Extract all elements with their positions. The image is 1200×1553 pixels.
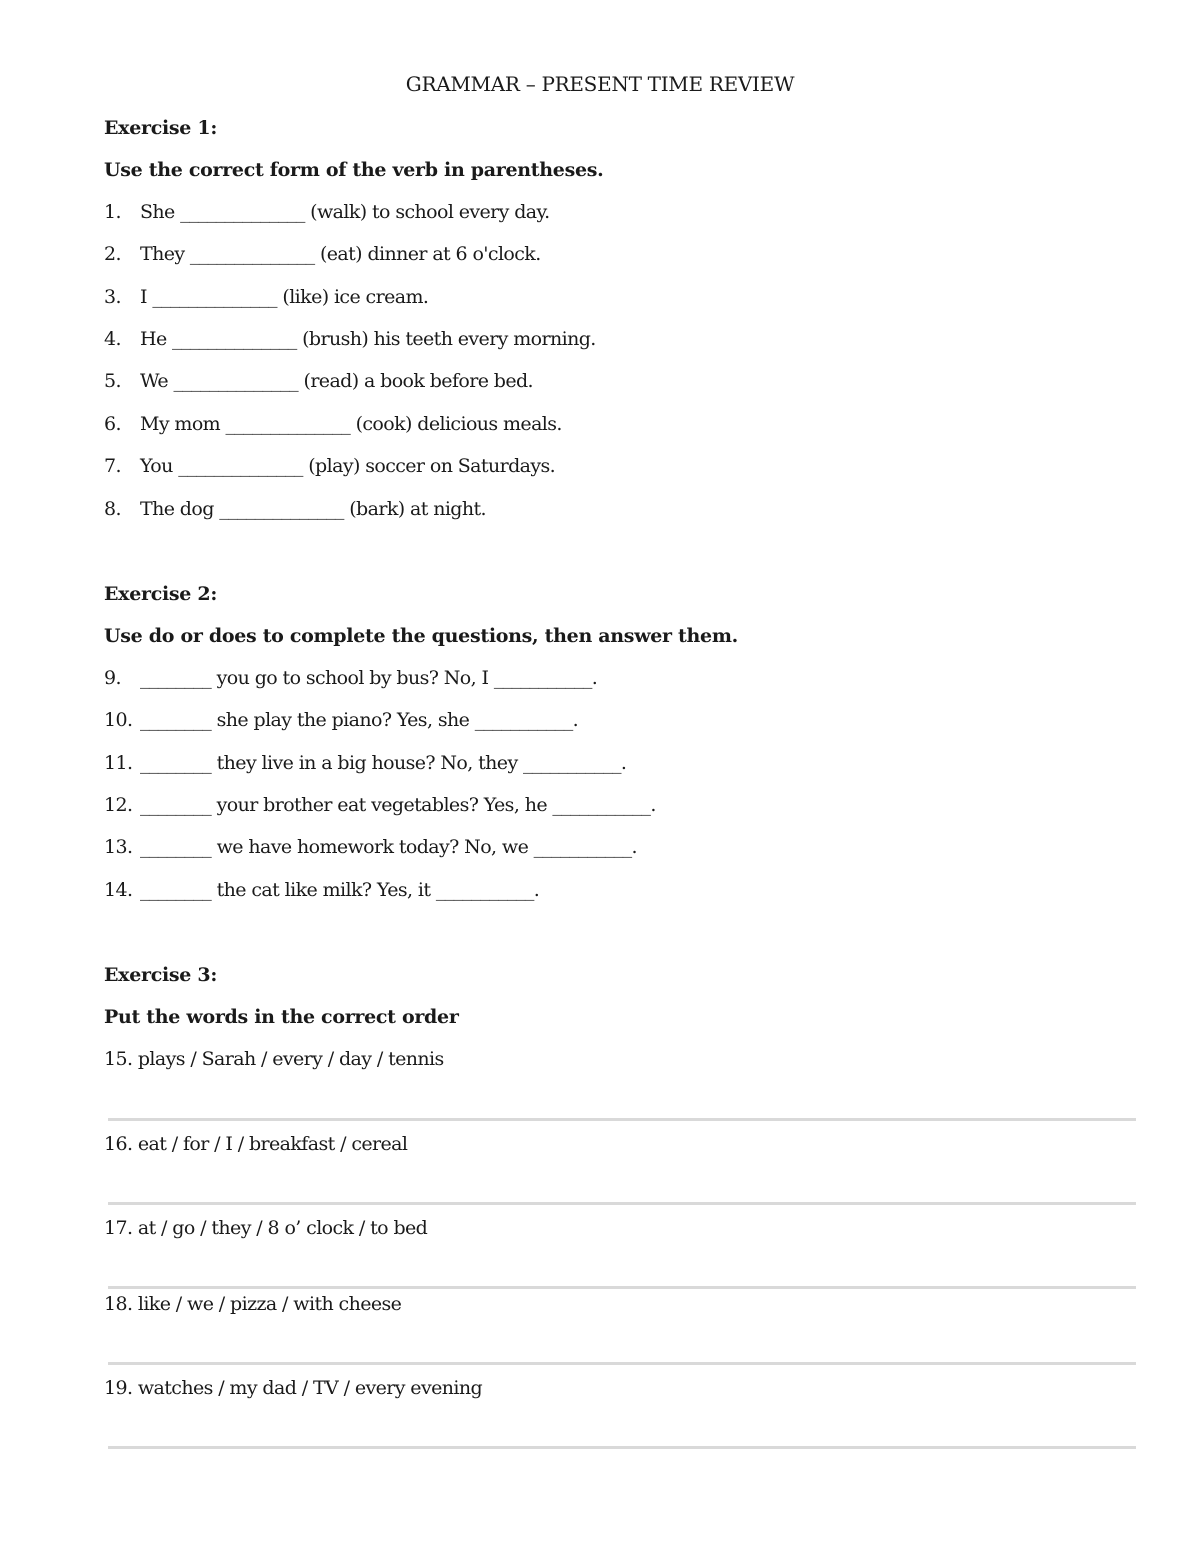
exercise1-item [104,243,541,265]
answer-line [108,1446,1136,1449]
item-text: ________ you go to school by bus? No, I ___________. [140,667,598,689]
item-text: She ______________ (walk) to school every day. [140,201,550,223]
exercise2-item [104,667,597,689]
exercise3-item: 16. eat / for / I / breakfast / cereal [104,1133,408,1155]
item-text: You ______________ (play) soccer on Saturdays. [140,455,556,477]
answer-line [108,1286,1136,1289]
exercise1-item [104,286,428,308]
exercise1-item [104,413,562,435]
exercise2-item [104,836,637,858]
answer-line [108,1362,1136,1365]
exercise3-item: 15. plays / Sarah / every / day / tennis [104,1048,444,1070]
exercise1-item [104,498,486,520]
item-text: We ______________ (read) a book before bed. [140,370,533,392]
item-number: 7. [104,455,121,477]
exercise2-item [104,752,626,774]
exercise2-item [104,709,578,731]
item-text: My mom ______________ (cook) delicious meals. [140,413,562,435]
exercise1-item [104,328,596,350]
item-number: 10. [104,709,133,731]
item-text: The dog ______________ (bark) at night. [140,498,486,520]
page-title: GRAMMAR – PRESENT TIME REVIEW [405,72,795,96]
item-text: ________ she play the piano? Yes, she ___________. [140,709,579,731]
exercise1-item [104,370,533,392]
item-number: 13. [104,836,133,858]
item-number: 9. [104,667,121,689]
exercise3-instruction: Put the words in the correct order [104,1006,459,1028]
item-number: 8. [104,498,121,520]
answer-line [108,1202,1136,1205]
item-number: 11. [104,752,133,774]
item-number: 6. [104,413,121,435]
exercise2-item [104,794,656,816]
item-text: ________ your brother eat vegetables? Yes, he ___________. [140,794,656,816]
item-text: ________ the cat like milk? Yes, it ___________. [140,879,540,901]
exercise3-heading: Exercise 3: [104,964,218,986]
item-text: I ______________ (like) ice cream. [140,286,429,308]
exercise1-item [104,455,555,477]
exercise1-heading: Exercise 1: [104,117,218,139]
item-number: 4. [104,328,121,350]
item-number: 5. [104,370,121,392]
answer-line [108,1118,1136,1121]
exercise1-instruction: Use the correct form of the verb in parentheses. [104,159,604,181]
exercise1-item [104,201,550,223]
item-number: 14. [104,879,133,901]
item-text: They ______________ (eat) dinner at 6 o'clock. [140,243,541,265]
exercise3-item: 19. watches / my dad / TV / every evening [104,1377,483,1399]
item-number: 12. [104,794,133,816]
exercise2-instruction: Use do or does to complete the questions, then answer them. [104,625,738,647]
exercise3-item: 18. like / we / pizza / with cheese [104,1293,402,1315]
exercise2-heading: Exercise 2: [104,583,218,605]
item-number: 1. [104,201,121,223]
item-number: 3. [104,286,121,308]
exercise3-item: 17. at / go / they / 8 o’ clock / to bed [104,1217,428,1239]
item-number: 2. [104,243,121,265]
item-text: ________ we have homework today? No, we ___________. [140,836,637,858]
item-text: He ______________ (brush) his teeth every morning. [140,328,596,350]
item-text: ________ they live in a big house? No, they ___________. [140,752,627,774]
exercise2-item [104,879,539,901]
